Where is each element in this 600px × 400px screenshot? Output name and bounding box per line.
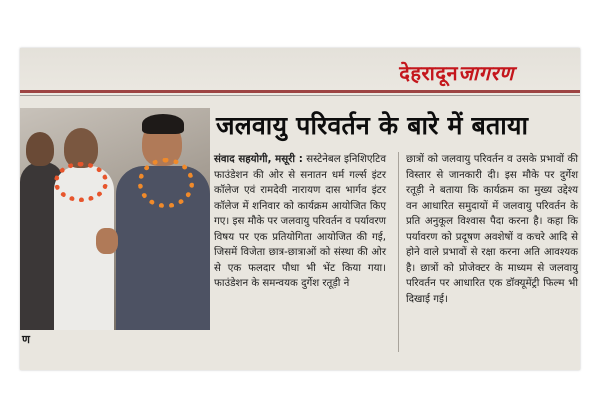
photo-caption-fragment: ण: [22, 333, 30, 346]
article-column-2: [406, 152, 578, 307]
masthead-logo: [399, 59, 514, 86]
article-dateline: संवाद सहयोगी, मसूरी :: [214, 154, 303, 165]
marigold-garland-middle: [54, 162, 108, 202]
article-column-2-text: छात्रों को जलवायु परिवर्तन व उसके प्रभावों की विस्तार से जानकारी दी। इस मौके पर दुर्गेश रतूड़ी ने बताया कि कार्यक्रम का मुख्य उद्देश्य वन आधारित समुदायों में जलवायु परिवर्तन के प्रति अनुकूल विश्वास पैदा करना है। कहा कि पर्यावरण को प्रदूषण अवशेषों व कचरे आदि से होने वाले प्रभावों से रक्षा करना अति आवश्यक है। छात्रों को प्रोजेक्टर के माध्यम से जलवायु परिवर्तन पर आधारित एक डॉक्यूमेंट्री फिल्म भी दिखाई गई।: [406, 154, 578, 305]
masthead-thin-rule: [20, 95, 580, 96]
news-photo: [20, 108, 210, 330]
column-divider: [398, 152, 399, 352]
article-column-1: [214, 152, 386, 292]
article-column-1-text: सस्टेनेबल इनिशिएटिव फाउंडेशन की ओर से सनातन धर्म गर्ल्स इंटर कॉलेज एवं रामदेवी नारायण दास भार्गव इंटर कॉलेज में शनिवार को कार्यक्रम आयोजित किए गए। इस मौके पर जलवायु परिवर्तन व पर्यावरण विषय पर एक प्रतियोगिता आयोजित की गई, जिसमें विजेता छात्र-छात्राओं को संस्था की ओर से एक फलदार पौधा भी भेंट किया गया। फाउंडेशन के समन्वयक दुर्गेश रतूड़ी ने: [214, 154, 386, 289]
masthead-rule: [20, 90, 580, 93]
marigold-garland-right: [138, 158, 194, 208]
gesturing-hand: [96, 228, 118, 254]
masthead: [20, 48, 580, 96]
newspaper-clipping: [20, 48, 580, 370]
masthead-paper-name: जागरण: [458, 61, 514, 85]
person-right-hair: [142, 114, 184, 134]
masthead-city: देहरादून: [399, 61, 459, 85]
article-headline: जलवायु परिवर्तन के बारे में बताया: [216, 111, 529, 140]
person-left-head: [26, 132, 54, 166]
